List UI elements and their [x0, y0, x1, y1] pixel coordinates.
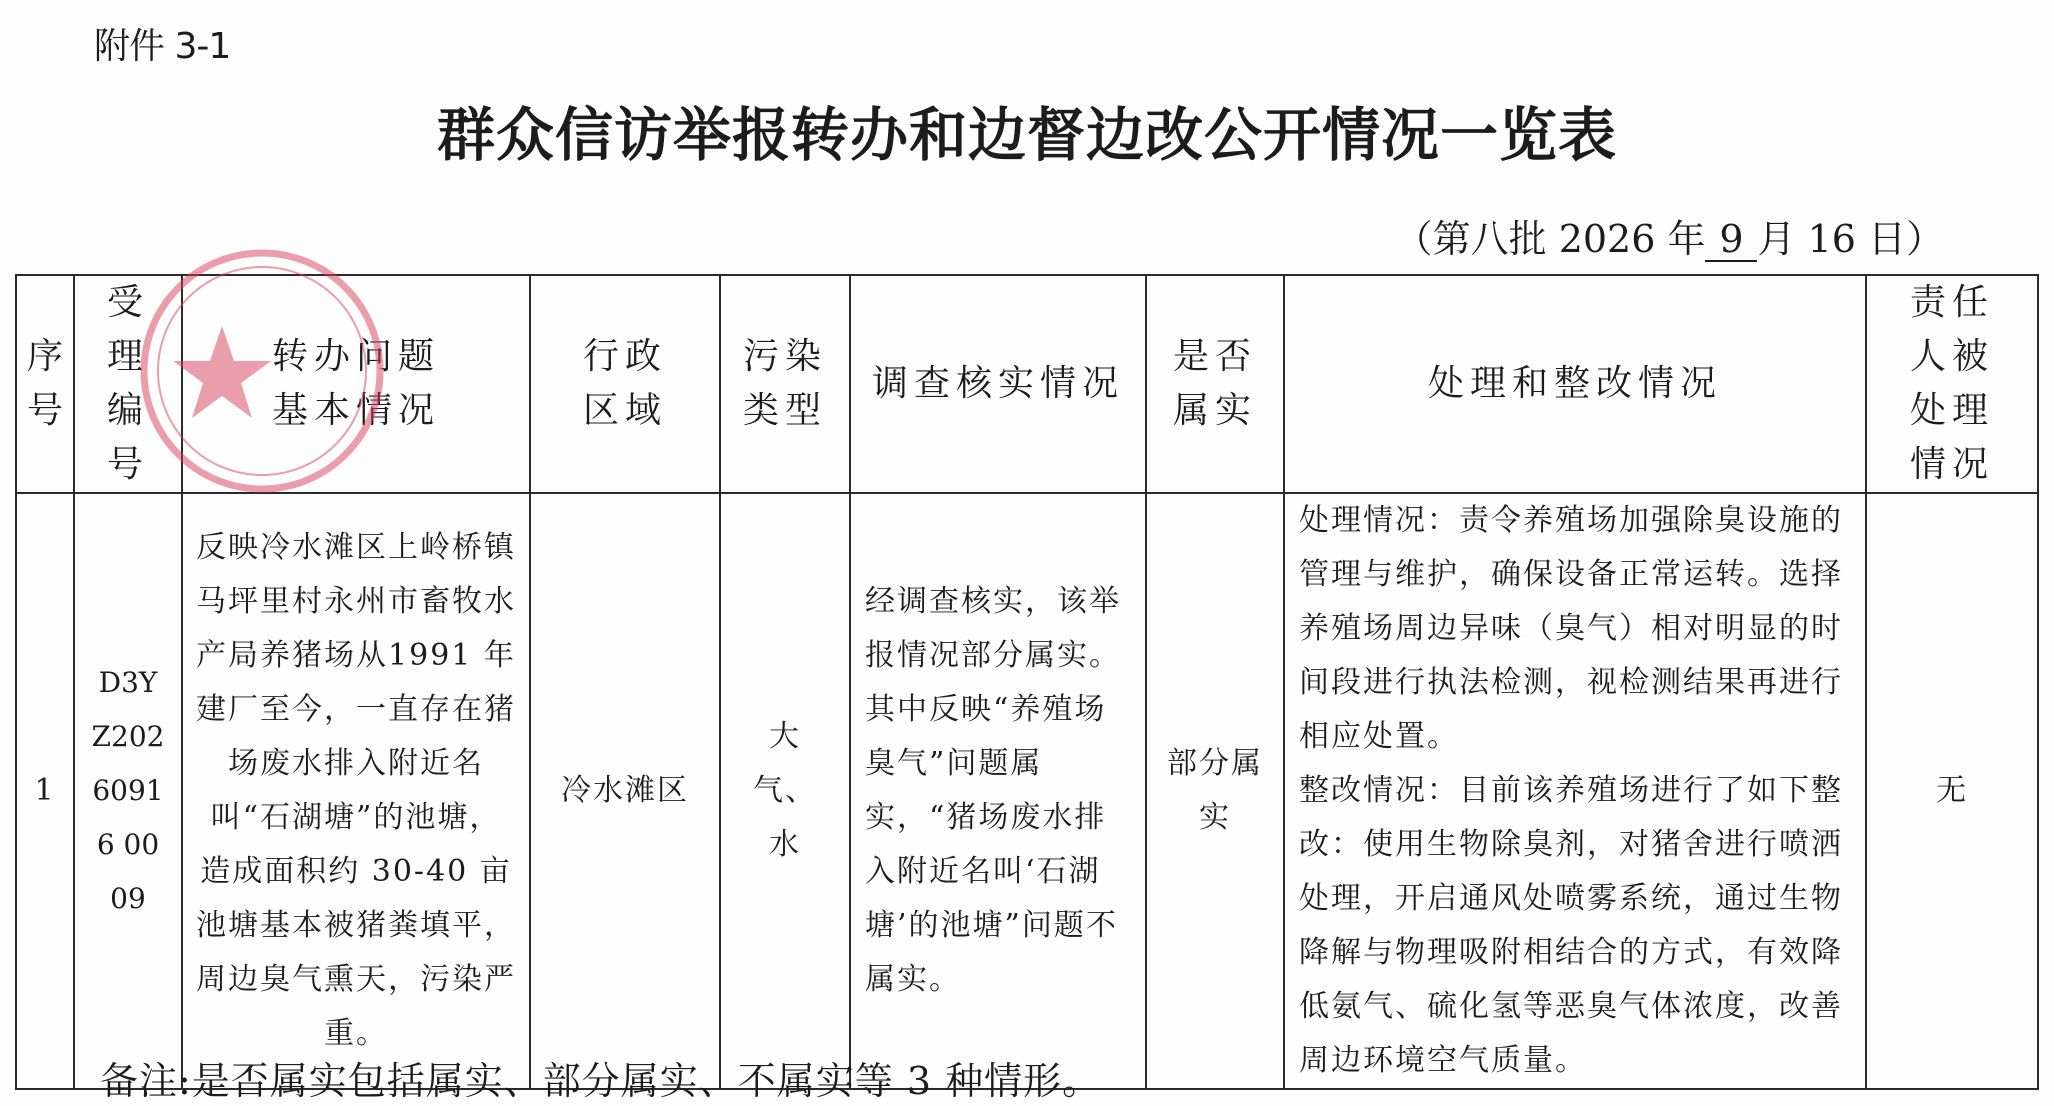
cell-pollution-type: 大气、水 — [720, 493, 850, 1089]
cell-region: 冷水滩区 — [530, 493, 720, 1089]
header-pollution-type: 污染类型 — [720, 275, 850, 493]
cell-handling — [1284, 493, 1866, 1089]
handling-measures: 处理情况：责令养殖场加强除臭设施的管理与维护，确保设备正常运转。选择养殖场周边异味（臭气）相对明显的时间段进行执法检测，视检测结果再进行相应处置。 — [1299, 503, 1843, 754]
cell-verified: 部分属实 — [1146, 493, 1284, 1089]
cell-index: 1 — [16, 493, 74, 1089]
cell-case-id: D3YZ20260916 0009 — [74, 493, 182, 1089]
batch-prefix: （第八批 2026 年 — [1394, 217, 1706, 261]
batch-month: 9 — [1705, 220, 1757, 262]
batch-suffix: 月 16 日） — [1757, 217, 1944, 261]
page-title: 群众信访举报转办和边督边改公开情况一览表 — [436, 101, 1617, 169]
header-investigation: 调查核实情况 — [850, 275, 1146, 493]
handling-rectification: 整改情况：目前该养殖场进行了如下整改：使用生物除臭剂，对猪舍进行喷洒处理，开启通风处喷雾系统，通过生物降解与物理吸附相结合的方式，有效降低氨气、硫化氢等恶臭气体浓度，改善周边环境空气质量。 — [1299, 773, 1843, 1078]
header-accountability: 责任人被处理情况 — [1866, 275, 2038, 493]
table-row — [16, 493, 2038, 1089]
header-verified: 是否属实 — [1146, 275, 1284, 493]
cell-summary: 反映冷水滩区上岭桥镇马坪里村永州市畜牧水产局养猪场从1991 年建厂至今，一直存在猪场废水排入附近名叫“石湖塘”的池塘，造成面积约 30-40 亩池塘基本被猪粪填平，周边臭气熏天，污染严重。 — [182, 493, 530, 1089]
cell-accountability: 无 — [1866, 493, 2038, 1089]
attachment-label: 附件 3-1 — [94, 26, 231, 67]
header-region: 行政区域 — [530, 275, 720, 493]
header-case-id: 受理编号 — [74, 275, 182, 493]
header-index: 序号 — [16, 275, 74, 493]
complaint-table — [15, 274, 2039, 1090]
header-handling: 处理和整改情况 — [1284, 275, 1866, 493]
cell-investigation: 经调查核实，该举报情况部分属实。其中反映“养殖场臭气”问题属实，“猪场废水排入附近名叫‘石湖塘’的池塘”问题不属实。 — [850, 493, 1146, 1089]
footnote: 备注:是否属实包括属实、部分属实、不属实等 3 种情形。 — [100, 1059, 1102, 1103]
header-summary: 转办问题基本情况 — [182, 275, 530, 493]
table-header-row — [16, 275, 2038, 493]
batch-date — [1395, 208, 1944, 263]
